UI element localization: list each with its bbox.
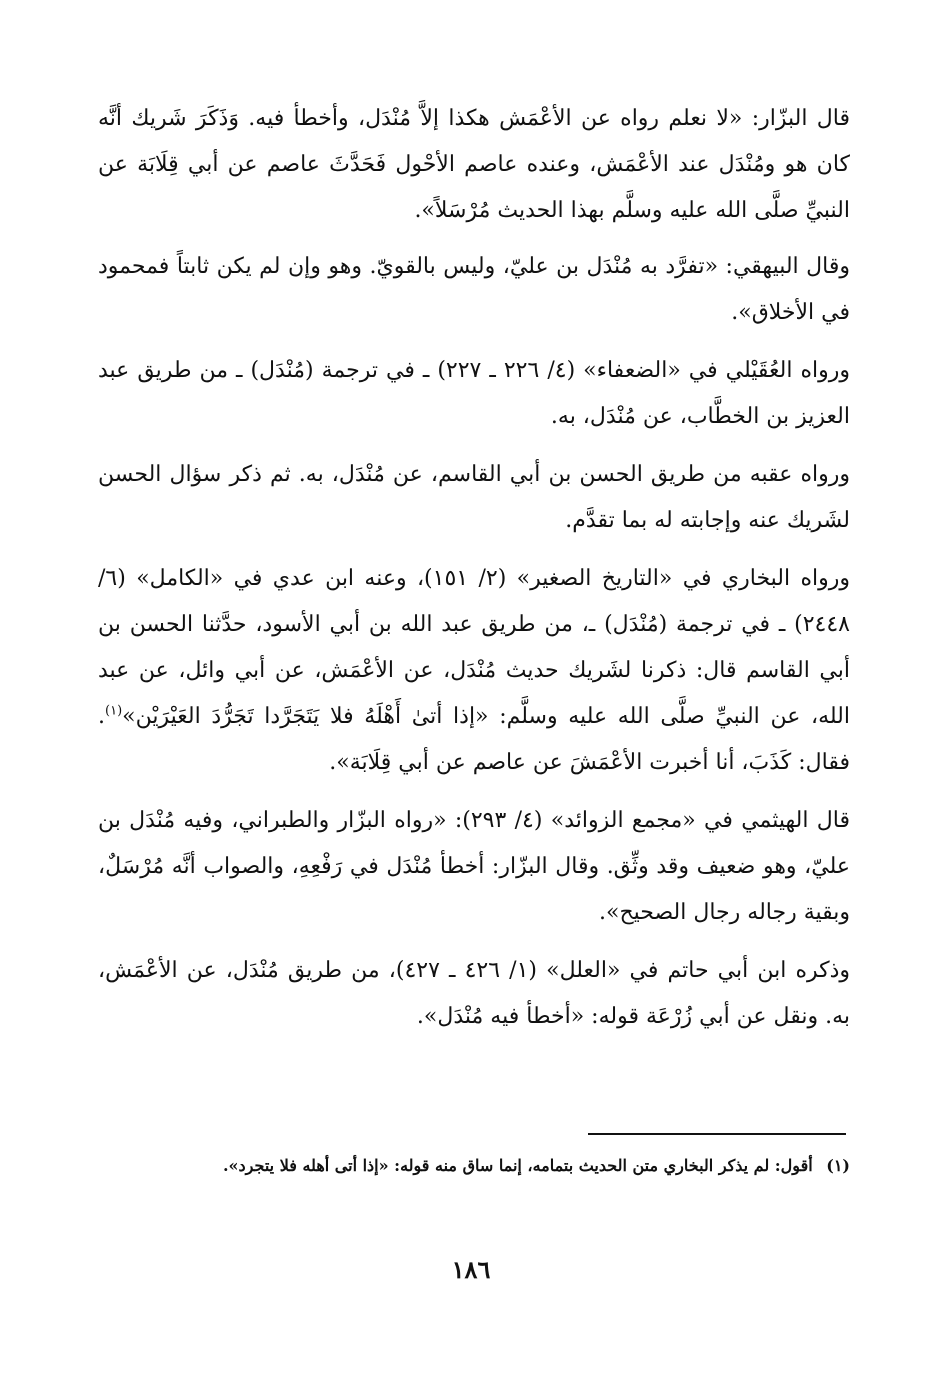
paragraph-haythami: قال الهيثمي في «مجمع الزوائد» (٤/ ٢٩٣): «رواه البزّار والطبراني، وفيه مُنْدَل بن عليّ، وهو ضعيف وقد وثِّق. وقال البزّار: أخطأ مُنْدَل في رَفْعِهِ، والصواب أنَّه مُرْسَلٌ، وبقية رجاله رجال الصحيح». [98,808,850,925]
paragraph-uqayli-second-route: ورواه عقبه من طريق الحسن بن أبي القاسم، عن مُنْدَل، به. ثم ذكر سؤال الحسن لشَريك عنه وإجابته له بما تقدَّم. [98,462,850,533]
footnote-reference[interactable]: (١) [105,703,123,719]
footnote-text: أقول: لم يذكر البخاري متن الحديث بتمامه، إنما ساق منه قوله: «إذا أتى أهله فلا يتجرد». [222,1156,813,1175]
paragraph-ibn-abi-hatim: وذكره ابن أبي حاتم في «العلل» (١/ ٤٢٦ ـ ٤٢٧)، من طريق مُنْدَل، عن الأعْمَش، به. ونقل عن أبي زُرْعَة قوله: «أخطأ فيه مُنْدَل». [98,958,851,1029]
paragraph-bukhari-continuation: . فقال: كَذَبَ، أنا أخبرت الأعْمَشَ عن عاصم عن أبي قِلَابَة». [98,704,850,775]
paragraph-bazzar: قال البزّار: «لا نعلم رواه عن الأعْمَش هكذا إلاَّ مُنْدَل، وأخطأ فيه. وَذَكَرَ شَريك أنَّه كان هو ومُنْدَل عند الأعْمَش، وعنده عاصم الأحْول فَحَدَّثَ عاصم عن أبي قِلَابَة عن النبيِّ صلَّى الله عليه وسلَّم بهذا الحديث مُرْسَلاً». [98,106,850,223]
footnote-separator [588,1133,846,1135]
paragraph-bayhaqi: وقال البيهقي: «تفرَّد به مُنْدَل بن عليّ، وليس بالقويّ. وهو وإن لم يكن ثابتاً فمحمود في الأخلاق». [98,254,850,325]
paragraph-bukhari-text: ورواه البخاري في «التاريخ الصغير» (٢/ ١٥١)، وعنه ابن عدي في «الكامل» (٦/ ٢٤٤٨) ـ في ترجمة (مُنْدَل) ـ، من طريق عبد الله بن أبي الأسود، حدَّثنا الحسن بن أبي القاسم قال: ذكرنا لشَريك حديث مُنْدَل، عن الأعْمَش، عن أبي وائل، عن عبد الله، عن النبيِّ صلَّى الله عليه وسلَّم: «إذا أتىٰ أَهْلَهُ فلا يَتَجَرَّدا تَجَرُّدَ العَيْرَيْن» [98,566,850,729]
paragraph-bukhari [98,556,850,786]
page-number: ١٨٦ [451,1255,491,1284]
footnote-number: (١) [826,1156,850,1175]
paragraph-uqayli: ورواه العُقَيْلي في «الضعفاء» (٤/ ٢٢٦ ـ ٢٢٧) ـ في ترجمة (مُنْدَل) ـ من طريق عبد العزيز بن الخطَّاب، عن مُنْدَل، به. [98,358,851,429]
main-text [98,96,850,1052]
footnote [98,1148,850,1184]
